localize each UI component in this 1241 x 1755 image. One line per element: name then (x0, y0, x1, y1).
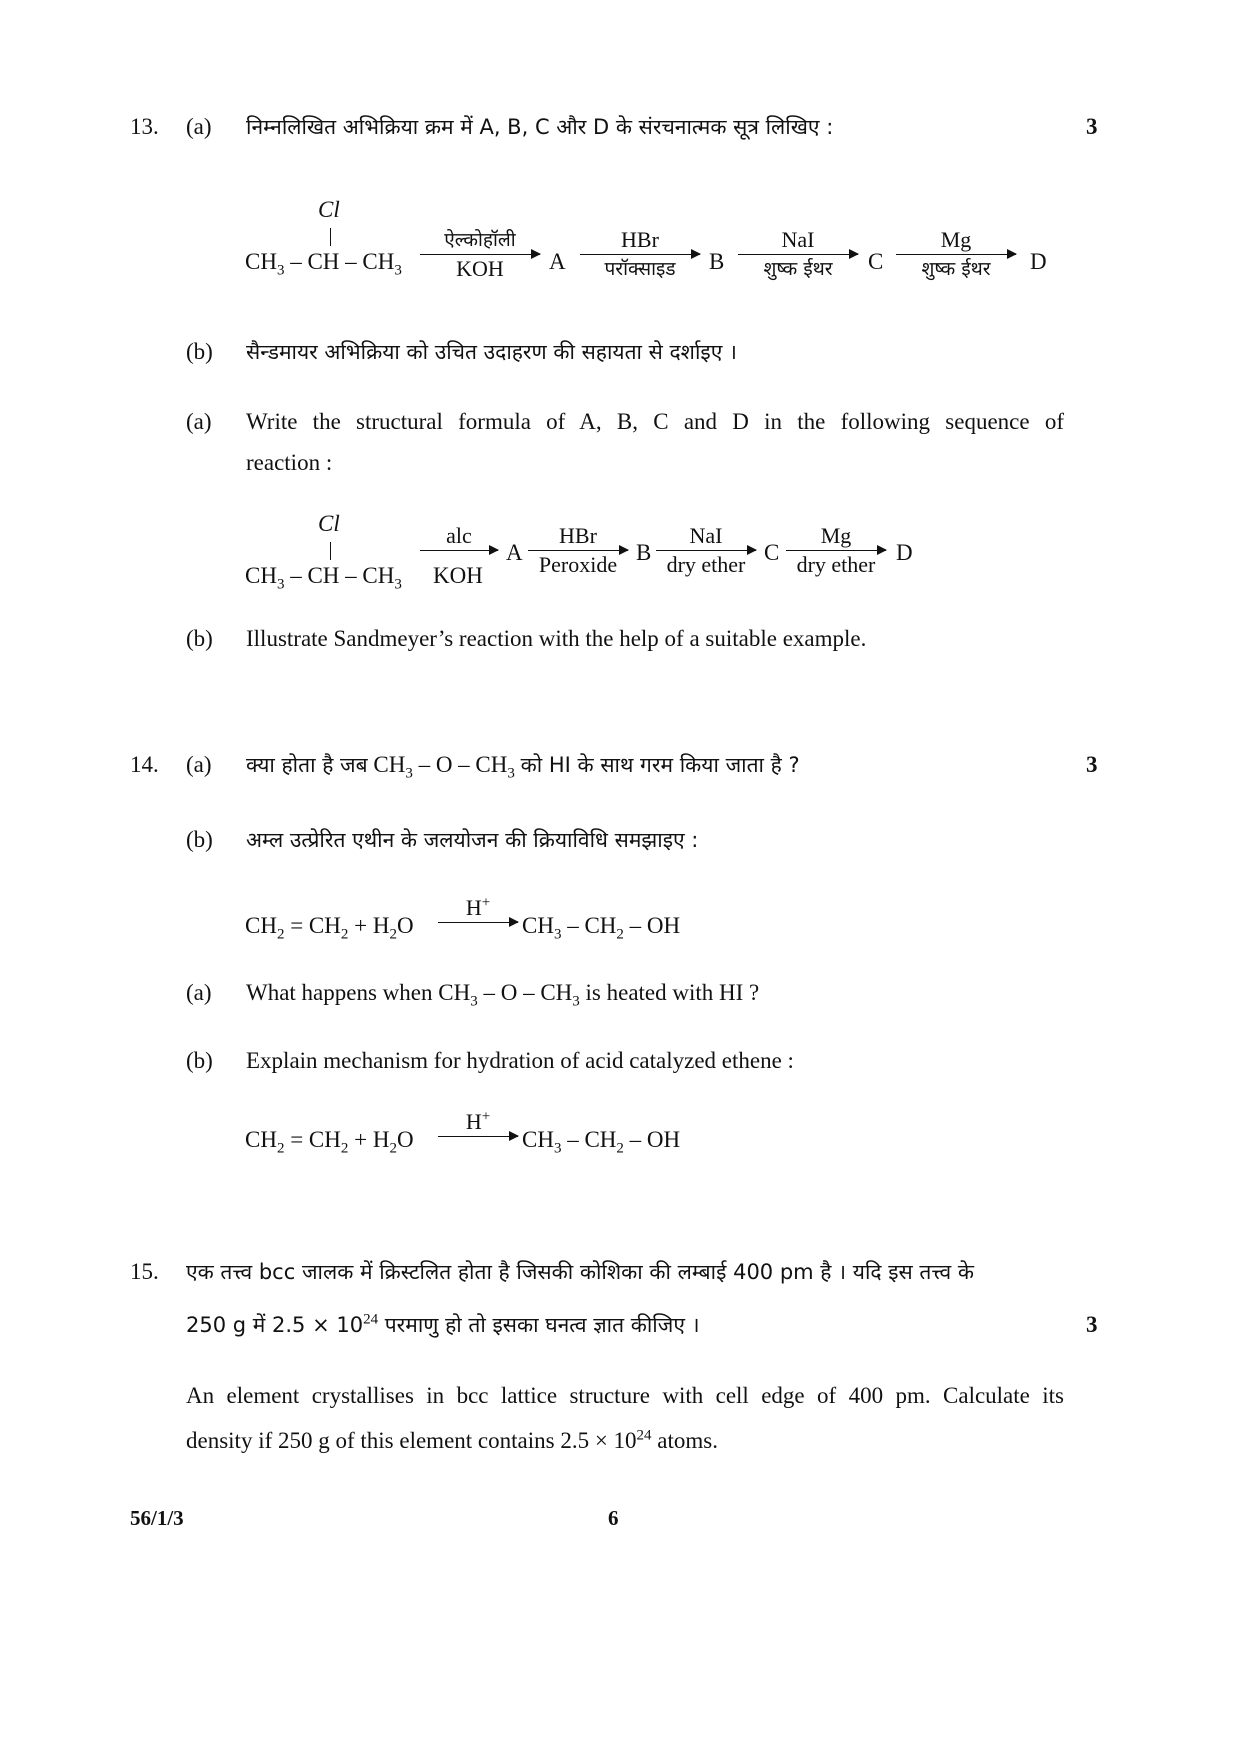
arrow-2-bottom: परॉक्साइड (604, 258, 676, 280)
product-c: C (764, 540, 780, 565)
q13-hi-b-text: सैन्डमायर अभिक्रिया को उचित उदाहरण की सहायता से दर्शाइए । (246, 340, 737, 364)
arrow-4-top: Mg (940, 227, 972, 252)
chloro-substituent: Cl (318, 197, 340, 222)
q14-hi-a-text: क्या होता है जब $CH_3$ – O – $CH_3$ को HI के साथ गरम किया जाता है ? (246, 752, 800, 782)
equation-reactants: $CH_2 = CH_2 + H_2O$ (245, 1127, 414, 1157)
q15-hi-line2 (186, 1310, 700, 1340)
q13-hi-a-text: निम्नलिखित अभिक्रिया क्रम में A, B, C और D के संरचनात्मक सूत्र लिखिए : (246, 115, 834, 139)
q15-en-line2 (186, 1426, 718, 1456)
catalyst-arrow (438, 1110, 518, 1139)
q15-hi-line1: एक तत्त्व bcc जालक में क्रिस्टलित होता है जिसकी कोशिका की लम्बाई 400 pm है । यदि इस तत्त्व के (186, 1260, 974, 1284)
arrow-1-top: alc (446, 523, 472, 548)
arrow-1 (420, 524, 498, 553)
product-a: A (549, 249, 566, 274)
reactant-2-chloropropane: $CH_3$ – CH – $CH_3$ (245, 249, 402, 279)
arrow-3 (656, 524, 756, 577)
product-b: B (709, 249, 725, 274)
q13-en-a-label: (a) (186, 409, 212, 434)
arrow-4 (896, 228, 1016, 281)
q14-marks: 3 (1086, 752, 1098, 777)
arrow-2 (528, 524, 628, 577)
arrow-3-bottom: शुष्क ईथर (763, 258, 833, 280)
arrow-2 (580, 228, 700, 281)
q14-en-a-text: What happens when $CH_3$ – O – $CH_3$ is heated with HI ? (246, 980, 760, 1010)
q14-en-a-post: is heated with HI ? (585, 980, 760, 1005)
q15-hi-line2-post: परमाणु हो तो इसका घनत्व ज्ञात कीजिए । (378, 1313, 700, 1337)
q13-marks: 3 (1086, 114, 1098, 139)
catalyst-label: H+ (465, 894, 491, 920)
arrow-4-bottom: dry ether (796, 552, 876, 577)
q14-hi-b-label: (b) (186, 827, 213, 852)
q14-number: 14. (130, 752, 159, 777)
product-b: B (636, 540, 652, 565)
q14-en-b-label: (b) (186, 1048, 213, 1073)
page-number: 6 (608, 1506, 619, 1530)
equation-product: $CH_3 - CH_2$ – OH (522, 1127, 681, 1157)
q13-en-b-text: Illustrate Sandmeyer’s reaction with the help of a suitable example. (246, 626, 867, 651)
paper-code: 56/1/3 (130, 1506, 184, 1530)
arrow-3 (738, 228, 858, 281)
q15-number: 15. (130, 1259, 159, 1284)
arrow-1 (420, 228, 540, 281)
q15-en-line1: An element crystallises in bcc lattice structure with cell edge of 400 pm. Calculate its (186, 1383, 1064, 1408)
q13-hi-b-label: (b) (186, 339, 213, 364)
q14-hi-a-post: को HI के साथ गरम किया जाता है ? (520, 753, 800, 777)
product-d: D (1030, 249, 1047, 274)
arrow-4-top: Mg (820, 523, 852, 548)
q15-en-line2-post: atoms. (651, 1428, 718, 1453)
q14-hi-a-label: (a) (186, 752, 212, 777)
q13-en-a-line2: reaction : (246, 450, 333, 475)
arrow-4-bottom: शुष्क ईथर (921, 258, 991, 280)
arrow-4 (786, 524, 886, 577)
q14-en-a-label: (a) (186, 980, 212, 1005)
chloro-substituent: Cl (318, 511, 340, 536)
product-c: C (868, 249, 884, 274)
arrow-2-bottom: Peroxide (538, 552, 618, 577)
q13-hi-a-label: (a) (186, 114, 212, 139)
q14-en-b-text: Explain mechanism for hydration of acid catalyzed ethene : (246, 1048, 794, 1073)
q13-number: 13. (130, 114, 159, 139)
q15-marks: 3 (1086, 1312, 1098, 1337)
bond-line (330, 542, 331, 560)
equation-product: $CH_3 - CH_2$ – OH (522, 913, 681, 943)
q13-en-a-line1: Write the structural formula of A, B, C and D in the following sequence of (246, 409, 1064, 434)
q13-en-b-label: (b) (186, 626, 213, 651)
bond-line (330, 228, 331, 246)
arrow-1-bottom: KOH (433, 563, 483, 588)
arrow-2-top: HBr (559, 523, 597, 548)
product-a: A (506, 540, 523, 565)
q15-en-line2-pre: density if 250 g of this element contains 2.5 × 10 (186, 1428, 637, 1453)
reactant-2-chloropropane: $CH_3$ – CH – $CH_3$ (245, 563, 402, 593)
arrow-1-top: ऐल्कोहॉली (444, 229, 516, 251)
catalyst-arrow (438, 896, 518, 925)
arrow-3-top: NaI (781, 227, 815, 252)
q14-en-a-pre: What happens when (246, 980, 433, 1005)
arrow-2-top: HBr (621, 227, 659, 252)
product-d: D (896, 540, 913, 565)
arrow-3-bottom: dry ether (666, 552, 746, 577)
q15-en-exponent: 24 (636, 1427, 652, 1444)
equation-reactants: $CH_2 = CH_2 + H_2O$ (245, 913, 414, 943)
q14-hi-b-text: अम्ल उत्प्रेरित एथीन के जलयोजन की क्रियाविधि समझाइए : (246, 828, 699, 852)
arrow-1-bottom: KOH (456, 256, 504, 281)
q15-hi-line2-pre: 250 g में 2.5 × 10 (186, 1313, 364, 1337)
arrow-3-top: NaI (689, 523, 723, 548)
q14-hi-a-pre: क्या होता है जब (246, 753, 368, 777)
catalyst-label: H+ (465, 1108, 491, 1134)
q15-hi-exponent: 24 (363, 1311, 379, 1328)
